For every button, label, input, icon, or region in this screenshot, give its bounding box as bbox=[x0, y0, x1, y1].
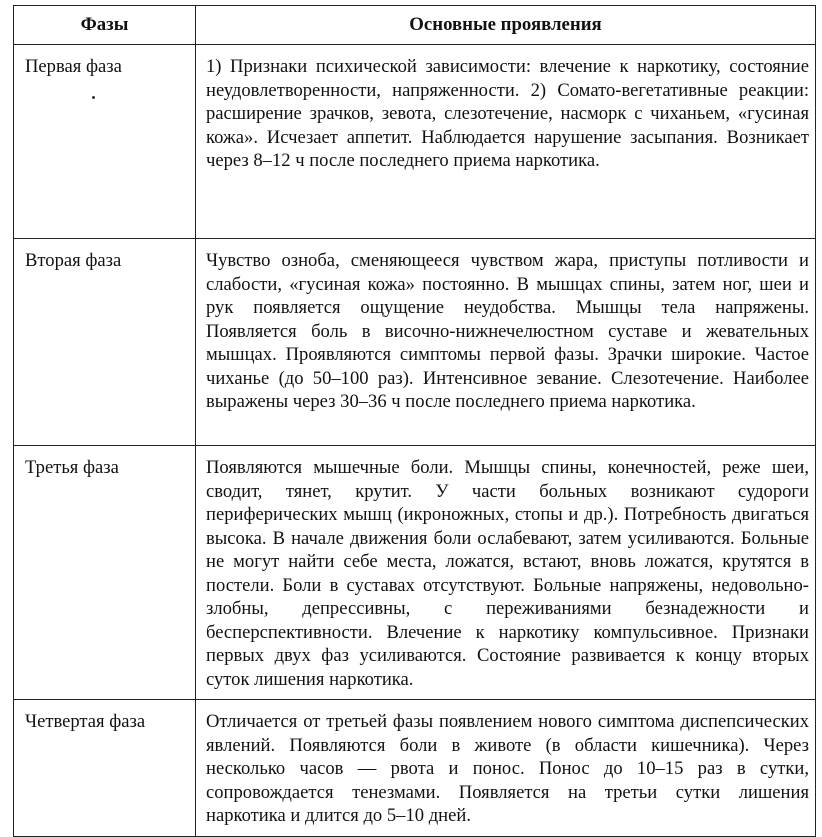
phase-description-cell: Появляются мышечные боли. Мышцы спины, конечностей, реже шеи, сводит, тянет, крутит. У части больных возникают судороги периферических мышц (икроножных, стопы и др.). Потребность двигаться высока. В начале движения боли ослабевают, затем усиливаются. Больные не могут найти себе места, ложатся, встают, вновь ложатся, крутятся в постели. Боли в суставах отсутствуют. Больные напряжены, недовольно-злобны, депрессивны, с переживаниями безнадежности и бесперспективности. Влечение к наркотику компульсивное. Признаки первых двух фаз усиливаются. Состояние развивается к концу вторых суток лишения наркотика. bbox=[196, 446, 816, 700]
phase-name-cell: Вторая фаза bbox=[14, 239, 196, 446]
phase-name-cell: Третья фаза bbox=[14, 446, 196, 700]
table-row bbox=[14, 45, 816, 239]
phase-description-cell: Отличается от третьей фазы появлением нового симптома диспепсических явлений. Появляются боли в животе (в области кишечника). Через несколько часов — рвота и понос. Понос до 10–15 раз в сутки, сопровождается тенезмами. Появляется на третьи сутки лишения наркотика и длится до 5–10 дней. bbox=[196, 700, 816, 837]
phase-name-cell: Первая фаза bbox=[14, 45, 196, 239]
phase-name-cell: Четвертая фаза bbox=[14, 700, 196, 837]
header-row bbox=[14, 6, 816, 45]
scan-speck bbox=[92, 96, 95, 99]
phase-description-cell: 1) Признаки психической зависимости: влечение к наркотику, состояние неудовлетворенности, напряженности. 2) Сомато-вегетативные реакции: расширение зрачков, зевота, слезотечение, насморк с чиханьем, «гусиная кожа». Исчезает аппетит. Наблюдается нарушение засыпания. Возникает через 8–12 ч после последнего приема наркотика. bbox=[196, 45, 816, 239]
table-row bbox=[14, 700, 816, 837]
table-row bbox=[14, 239, 816, 446]
table-body bbox=[14, 45, 816, 837]
phase-description-cell: Чувство озноба, сменяющееся чувством жара, приступы потливости и слабости, «гусиная кожа» постоянно. В мышцах спины, затем ног, шеи и рук появляется ощущение неудобства. Мышцы тела напряжены. Появляется боль в височно-нижнечелюстном суставе и жевательных мышцах. Проявляются симптомы первой фазы. Зрачки широкие. Частое чиханье (до 50–100 раз). Интенсивное зевание. Слезотечение. Наиболее выражены через 30–36 ч после последнего приема наркотика. bbox=[196, 239, 816, 446]
table-row bbox=[14, 446, 816, 700]
phases-table bbox=[13, 5, 816, 837]
header-manifestations: Основные проявления bbox=[196, 6, 816, 45]
table-header bbox=[14, 6, 816, 45]
header-phases: Фазы bbox=[14, 6, 196, 45]
